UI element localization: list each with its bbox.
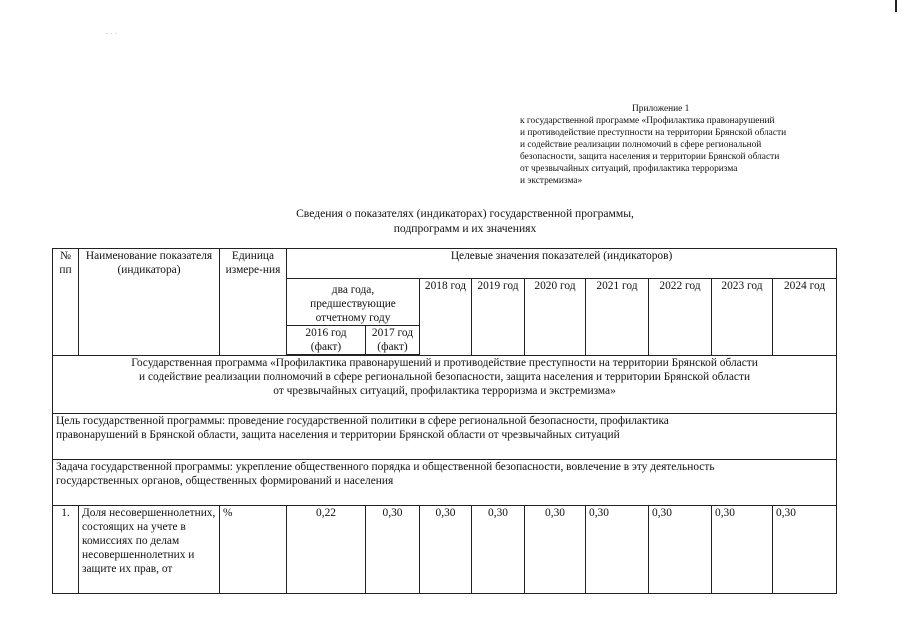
annex-line: и противодействие преступности на территории Брянской области (520, 128, 787, 138)
header-targets: Целевые значения показателей (индикаторов) (287, 249, 837, 279)
title-line-1: Сведения о показателях (индикаторах) государственной программы, (296, 207, 634, 220)
value-2023: 0,30 (712, 506, 773, 594)
header-year-2017: 2017 год (факт) (366, 326, 420, 355)
program-line: и содействие реализации полномочий в сфере региональной безопасности, защита населения и территории Брянской области (139, 371, 751, 383)
table-row (53, 506, 837, 594)
task-line: Задача государственной программы: укрепление общественного порядка и общественной безопасности, вовлечение в эту деятельность (56, 461, 715, 473)
goal-line: Цель государственной программы: проведение государственной политики в сфере региональной безопасности, профилактика (56, 415, 669, 427)
goal-line: правонарушений в Брянской области, защита населения и территории Брянской области от чрезвычайных ситуаций (56, 429, 620, 441)
annex-line: и содействие реализации полномочий в сфере региональной (520, 140, 762, 150)
header-unit: Единица измере-ния (220, 249, 287, 356)
header-num: № пп (53, 249, 79, 356)
task-line: государственных органов, общественных формирований и населения (56, 475, 394, 487)
row-num: 1. (53, 506, 79, 594)
value-2022: 0,30 (649, 506, 712, 594)
annex-line: безопасности, защита населения и территории Брянской области (520, 152, 780, 162)
program-line: Государственная программа «Профилактика правонарушений и противодействие преступности на территории Брянской области (131, 357, 758, 369)
header-year-2021: 2021 год (586, 279, 649, 356)
task-row (53, 460, 837, 506)
header-year-2020: 2020 год (525, 279, 586, 356)
value-2016: 0,22 (287, 506, 366, 594)
header-year-2019: 2019 год (472, 279, 525, 356)
annex-line: к государственной программе «Профилактика правонарушений (520, 116, 775, 126)
value-2018: 0,30 (420, 506, 472, 594)
indicators-table (52, 248, 837, 594)
header-prior-years: два года, предшествующие отчетному году (287, 279, 420, 326)
annex-heading: Приложение 1 (632, 104, 690, 114)
annex-line: от чрезвычайных ситуаций, профилактика терроризма (520, 164, 738, 174)
value-2019: 0,30 (472, 506, 525, 594)
program-row (53, 356, 837, 414)
value-2021: 0,30 (586, 506, 649, 594)
row-unit: % (220, 506, 287, 594)
value-2024: 0,30 (773, 506, 837, 594)
header-name: Наименование показателя (индикатора) (79, 249, 220, 356)
scan-speck: · · · (106, 30, 117, 38)
header-year-2022: 2022 год (649, 279, 712, 356)
title-line-2: подпрограмм и их значениях (393, 222, 537, 235)
program-line: от чрезвычайных ситуаций, профилактика терроризма и экстремизма» (273, 385, 616, 397)
header-year-2023: 2023 год (712, 279, 773, 356)
annex-line: и экстремизма» (520, 176, 583, 186)
header-year-2024: 2024 год (773, 279, 837, 356)
document-title (250, 206, 680, 236)
value-2020: 0,30 (525, 506, 586, 594)
row-name: Доля несовершеннолетних, состоящих на учете в комиссиях по делам несовершеннолетних и защите их прав, от (79, 506, 220, 594)
goal-row (53, 414, 837, 460)
annex-block (520, 103, 850, 187)
header-year-2018: 2018 год (420, 279, 472, 356)
page-edge-mark (895, 0, 897, 12)
header-year-2016: 2016 год (факт) (287, 326, 366, 355)
value-2017: 0,30 (366, 506, 420, 594)
